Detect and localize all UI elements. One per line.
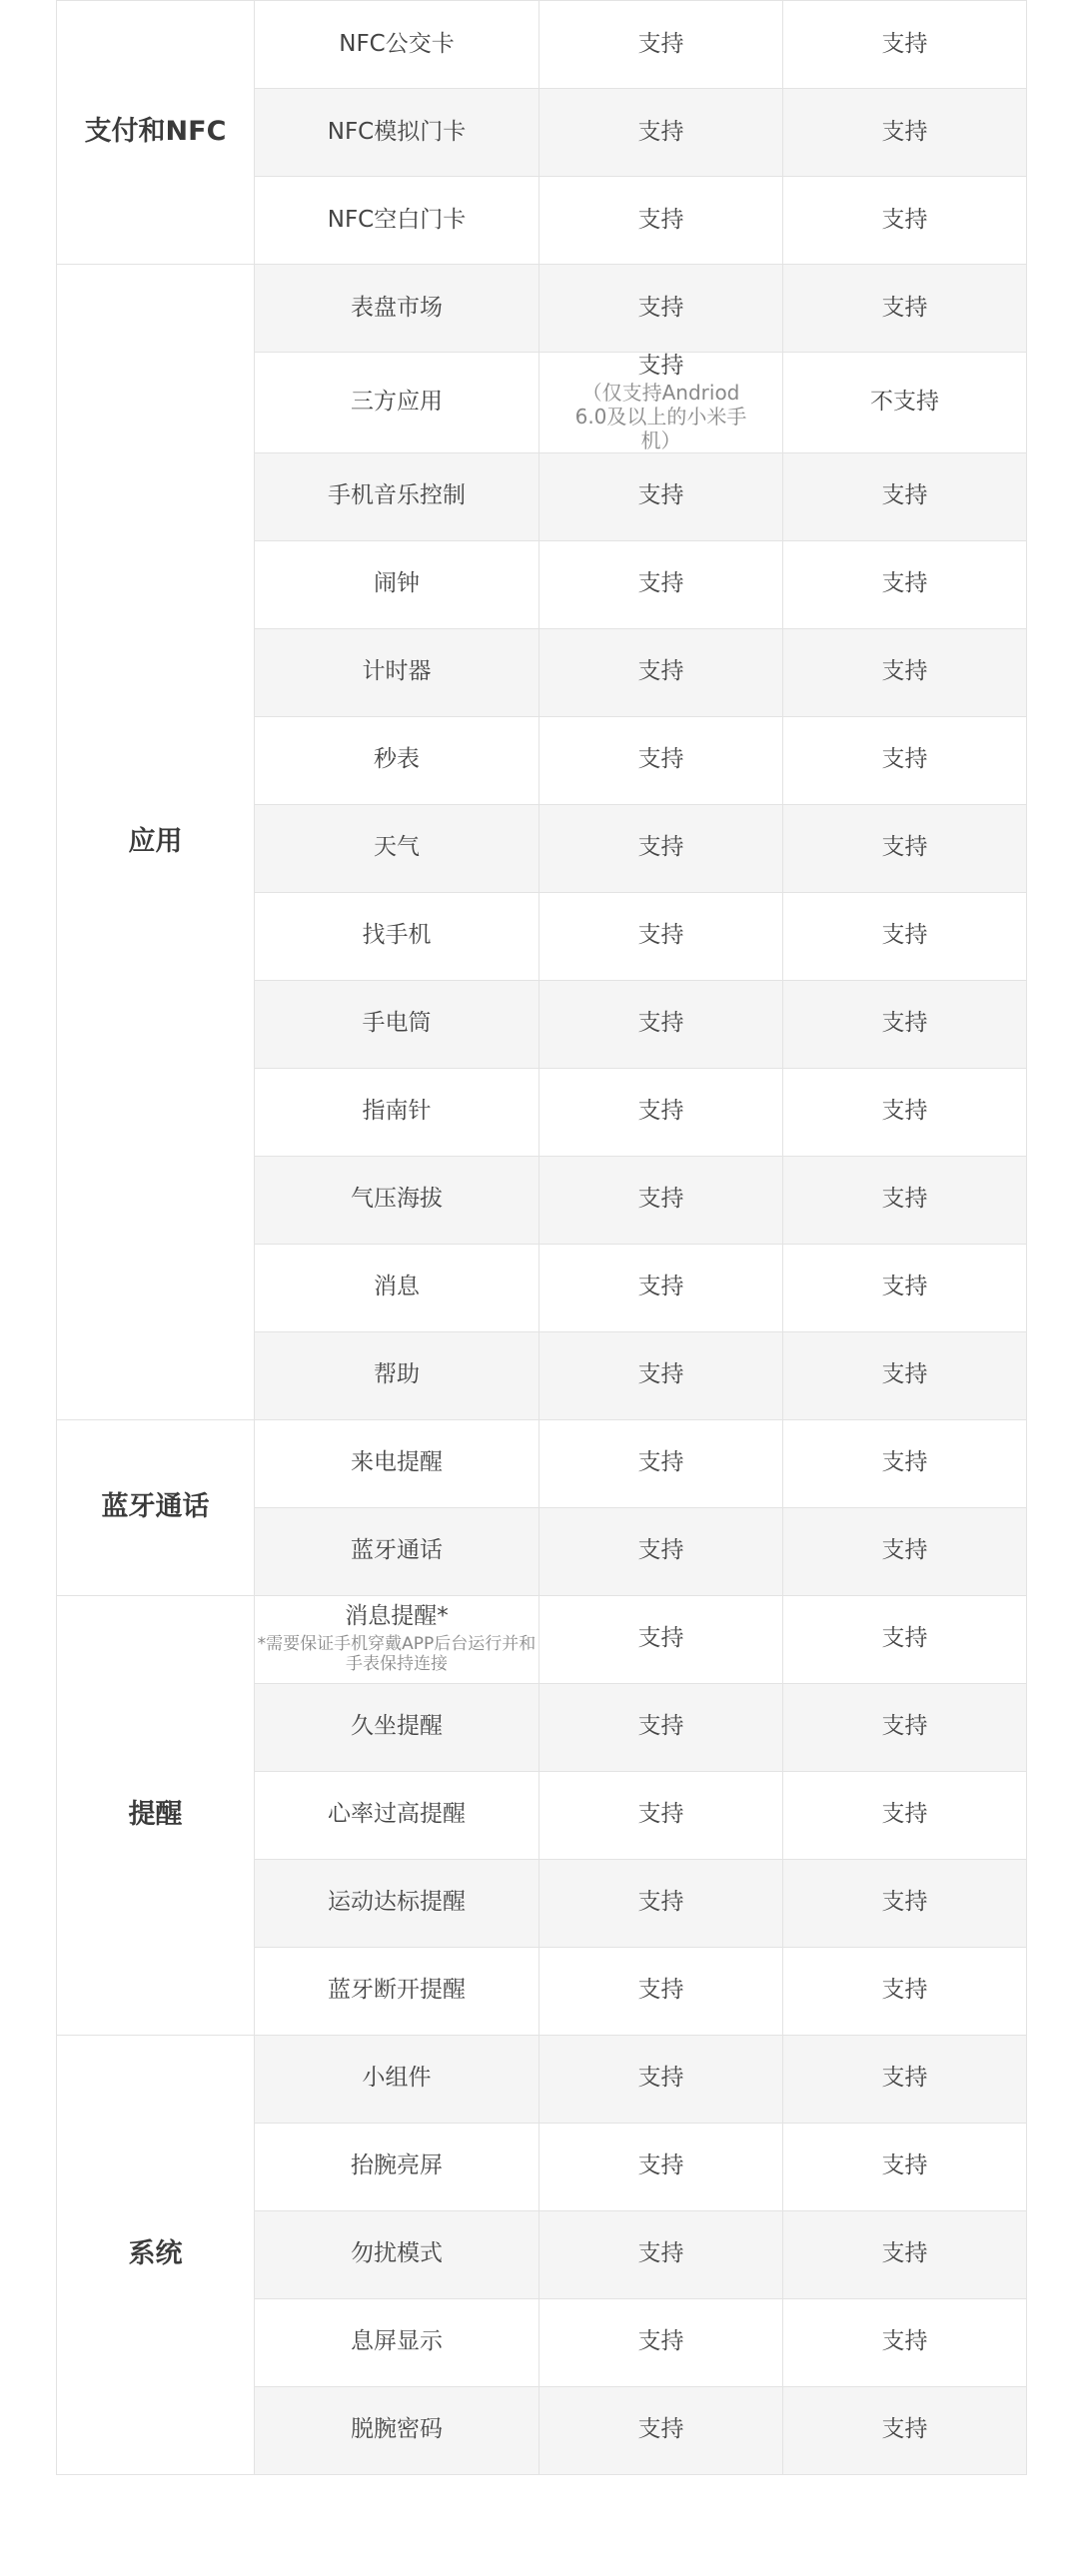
support-cell-col2: 支持	[783, 1771, 1027, 1859]
support-cell-col2: 支持	[783, 1244, 1027, 1331]
support-value: 支持	[637, 1186, 684, 1213]
support-value: 支持	[637, 1537, 684, 1564]
support-value: 支持	[637, 118, 684, 145]
support-cell-col1	[540, 1419, 783, 1507]
support-note: （仅支持Andriod 6.0及以上的小米手机）	[574, 380, 747, 452]
support-cell-col2: 支持	[783, 2298, 1027, 2386]
feature-name: 手机音乐控制	[328, 482, 466, 509]
support-cell-col1	[540, 1, 783, 89]
feature-name: 指南针	[362, 1098, 432, 1125]
support-cell-col1	[540, 892, 783, 980]
support-cell-col1	[540, 89, 783, 177]
support-cell-col2: 支持	[783, 1156, 1027, 1244]
support-value: 支持	[637, 922, 684, 949]
support-value: 支持	[637, 570, 684, 597]
support-cell-col1	[540, 980, 783, 1068]
support-cell-col1	[540, 1947, 783, 2035]
feature-name: 闹钟	[374, 570, 420, 597]
support-cell-col1	[540, 1244, 783, 1331]
support-cell-col2: 支持	[783, 177, 1027, 265]
feature-cell	[255, 2123, 540, 2210]
support-cell-col1	[540, 1595, 783, 1683]
support-cell-col2: 支持	[783, 892, 1027, 980]
support-cell-col2: 支持	[783, 1068, 1027, 1156]
support-cell-col2: 支持	[783, 804, 1027, 892]
support-cell-col1	[540, 628, 783, 716]
feature-name: NFC公交卡	[339, 30, 455, 57]
support-value: 支持	[637, 1801, 684, 1828]
feature-name: NFC模拟门卡	[327, 118, 467, 145]
feature-cell	[255, 1419, 540, 1507]
feature-name: 小组件	[362, 2065, 432, 2092]
feature-name: 脱腕密码	[351, 2416, 443, 2443]
support-value: 支持	[637, 834, 684, 861]
feature-cell	[255, 1595, 540, 1683]
feature-name: 来电提醒	[351, 1449, 443, 1476]
support-value: 支持	[637, 482, 684, 509]
support-cell-col2: 支持	[783, 2386, 1027, 2474]
support-cell-col1	[540, 2386, 783, 2474]
support-cell-col2: 支持	[783, 2123, 1027, 2210]
support-cell-col2: 支持	[783, 628, 1027, 716]
support-cell-col2: 支持	[783, 1419, 1027, 1507]
feature-cell	[255, 452, 540, 540]
feature-cell	[255, 540, 540, 628]
feature-cell	[255, 2298, 540, 2386]
support-cell-col2: 支持	[783, 265, 1027, 353]
feature-cell	[255, 1859, 540, 1947]
feature-cell	[255, 353, 540, 453]
feature-cell	[255, 1771, 540, 1859]
support-cell-col2: 支持	[783, 1331, 1027, 1419]
support-cell-col2: 支持	[783, 980, 1027, 1068]
support-value: 支持	[637, 1449, 684, 1476]
feature-name: 蓝牙通话	[351, 1537, 443, 1564]
feature-cell	[255, 2386, 540, 2474]
support-cell-col1	[540, 1068, 783, 1156]
support-cell-col2: 支持	[783, 2210, 1027, 2298]
support-value: 支持	[637, 1274, 684, 1300]
feature-cell	[255, 716, 540, 804]
table-row	[57, 1, 1027, 89]
category-label: 系统	[57, 2035, 255, 2474]
table-row	[57, 1419, 1027, 1507]
feature-name: 气压海拔	[351, 1186, 443, 1213]
feature-name: 手电筒	[362, 1010, 432, 1037]
support-value: 支持	[637, 1361, 684, 1388]
feature-name: 心率过高提醒	[328, 1801, 466, 1828]
spec-comparison-table	[56, 0, 1027, 2475]
support-value: 支持	[637, 2065, 684, 2092]
support-value: 支持	[637, 658, 684, 685]
support-value: 支持	[637, 746, 684, 773]
support-cell-col1	[540, 2035, 783, 2123]
feature-cell	[255, 2035, 540, 2123]
support-cell-col1	[540, 540, 783, 628]
support-value: 支持	[637, 30, 684, 57]
category-label: 应用	[57, 265, 255, 1420]
support-cell-col1	[540, 265, 783, 353]
feature-name: 久坐提醒	[351, 1713, 443, 1740]
support-value: 支持	[637, 1098, 684, 1125]
feature-name: 秒表	[374, 746, 420, 773]
category-label: 提醒	[57, 1595, 255, 2035]
feature-cell	[255, 2210, 540, 2298]
support-value: 支持	[637, 1713, 684, 1740]
feature-name: 表盘市场	[351, 294, 443, 321]
support-cell-col2: 支持	[783, 89, 1027, 177]
feature-name: 计时器	[362, 658, 432, 685]
support-value: 支持	[637, 2328, 684, 2355]
support-cell-col1	[540, 2298, 783, 2386]
support-value: 支持	[637, 2240, 684, 2267]
support-cell-col1	[540, 1507, 783, 1595]
feature-cell	[255, 1507, 540, 1595]
support-cell-col1	[540, 804, 783, 892]
support-value: 支持	[637, 1010, 684, 1037]
support-value: 支持	[637, 294, 684, 321]
support-cell-col1	[540, 1156, 783, 1244]
support-value: 支持	[637, 2152, 684, 2179]
support-value: 支持	[637, 206, 684, 233]
feature-cell	[255, 1683, 540, 1771]
feature-cell	[255, 1, 540, 89]
support-cell-col1	[540, 1331, 783, 1419]
feature-name: 息屏显示	[351, 2328, 443, 2355]
feature-cell	[255, 1156, 540, 1244]
support-cell-col2: 支持	[783, 1595, 1027, 1683]
feature-cell	[255, 804, 540, 892]
support-cell-col2: 支持	[783, 540, 1027, 628]
support-cell-col1	[540, 716, 783, 804]
support-value: 支持	[637, 353, 684, 379]
support-cell-col2: 支持	[783, 1, 1027, 89]
category-label: 支付和NFC	[57, 1, 255, 265]
feature-cell	[255, 89, 540, 177]
feature-name: NFC空白门卡	[327, 206, 467, 233]
feature-cell	[255, 980, 540, 1068]
support-cell-col1	[540, 353, 783, 453]
support-cell-col2: 支持	[783, 716, 1027, 804]
support-cell-col2: 支持	[783, 1859, 1027, 1947]
support-value: 支持	[637, 1977, 684, 2004]
feature-cell	[255, 1068, 540, 1156]
feature-name: 蓝牙断开提醒	[328, 1977, 466, 2004]
table-row	[57, 2035, 1027, 2123]
feature-name: 天气	[374, 834, 420, 861]
category-label: 蓝牙通话	[57, 1419, 255, 1595]
support-value: 支持	[637, 1889, 684, 1916]
feature-cell	[255, 628, 540, 716]
table-row	[57, 265, 1027, 353]
support-cell-col1	[540, 452, 783, 540]
support-cell-col1	[540, 2123, 783, 2210]
feature-name: 勿扰模式	[351, 2240, 443, 2267]
feature-name: 抬腕亮屏	[351, 2152, 443, 2179]
feature-cell	[255, 1947, 540, 2035]
feature-cell	[255, 177, 540, 265]
support-cell-col1	[540, 1683, 783, 1771]
table-row	[57, 1595, 1027, 1683]
feature-name: 三方应用	[351, 389, 443, 415]
support-cell-col2: 支持	[783, 1947, 1027, 2035]
support-value: 支持	[637, 1625, 684, 1652]
spec-table-body	[57, 1, 1027, 2475]
support-value: 支持	[637, 2416, 684, 2443]
feature-name: 消息提醒*	[345, 1603, 449, 1630]
feature-name: 消息	[374, 1274, 420, 1300]
feature-cell	[255, 1244, 540, 1331]
support-cell-col1	[540, 1771, 783, 1859]
feature-footnote: *需要保证手机穿戴APP后台运行并和手表保持连接	[257, 1634, 537, 1675]
support-cell-col1	[540, 177, 783, 265]
support-cell-col2: 支持	[783, 452, 1027, 540]
feature-name: 找手机	[362, 922, 432, 949]
support-cell-col1	[540, 2210, 783, 2298]
support-cell-col2: 支持	[783, 1507, 1027, 1595]
feature-name: 运动达标提醒	[328, 1889, 466, 1916]
support-cell-col1	[540, 1859, 783, 1947]
feature-cell	[255, 265, 540, 353]
support-cell-col2: 支持	[783, 1683, 1027, 1771]
feature-cell	[255, 892, 540, 980]
support-cell-col2: 不支持	[783, 353, 1027, 453]
feature-cell	[255, 1331, 540, 1419]
feature-name: 帮助	[374, 1361, 420, 1388]
support-cell-col2: 支持	[783, 2035, 1027, 2123]
